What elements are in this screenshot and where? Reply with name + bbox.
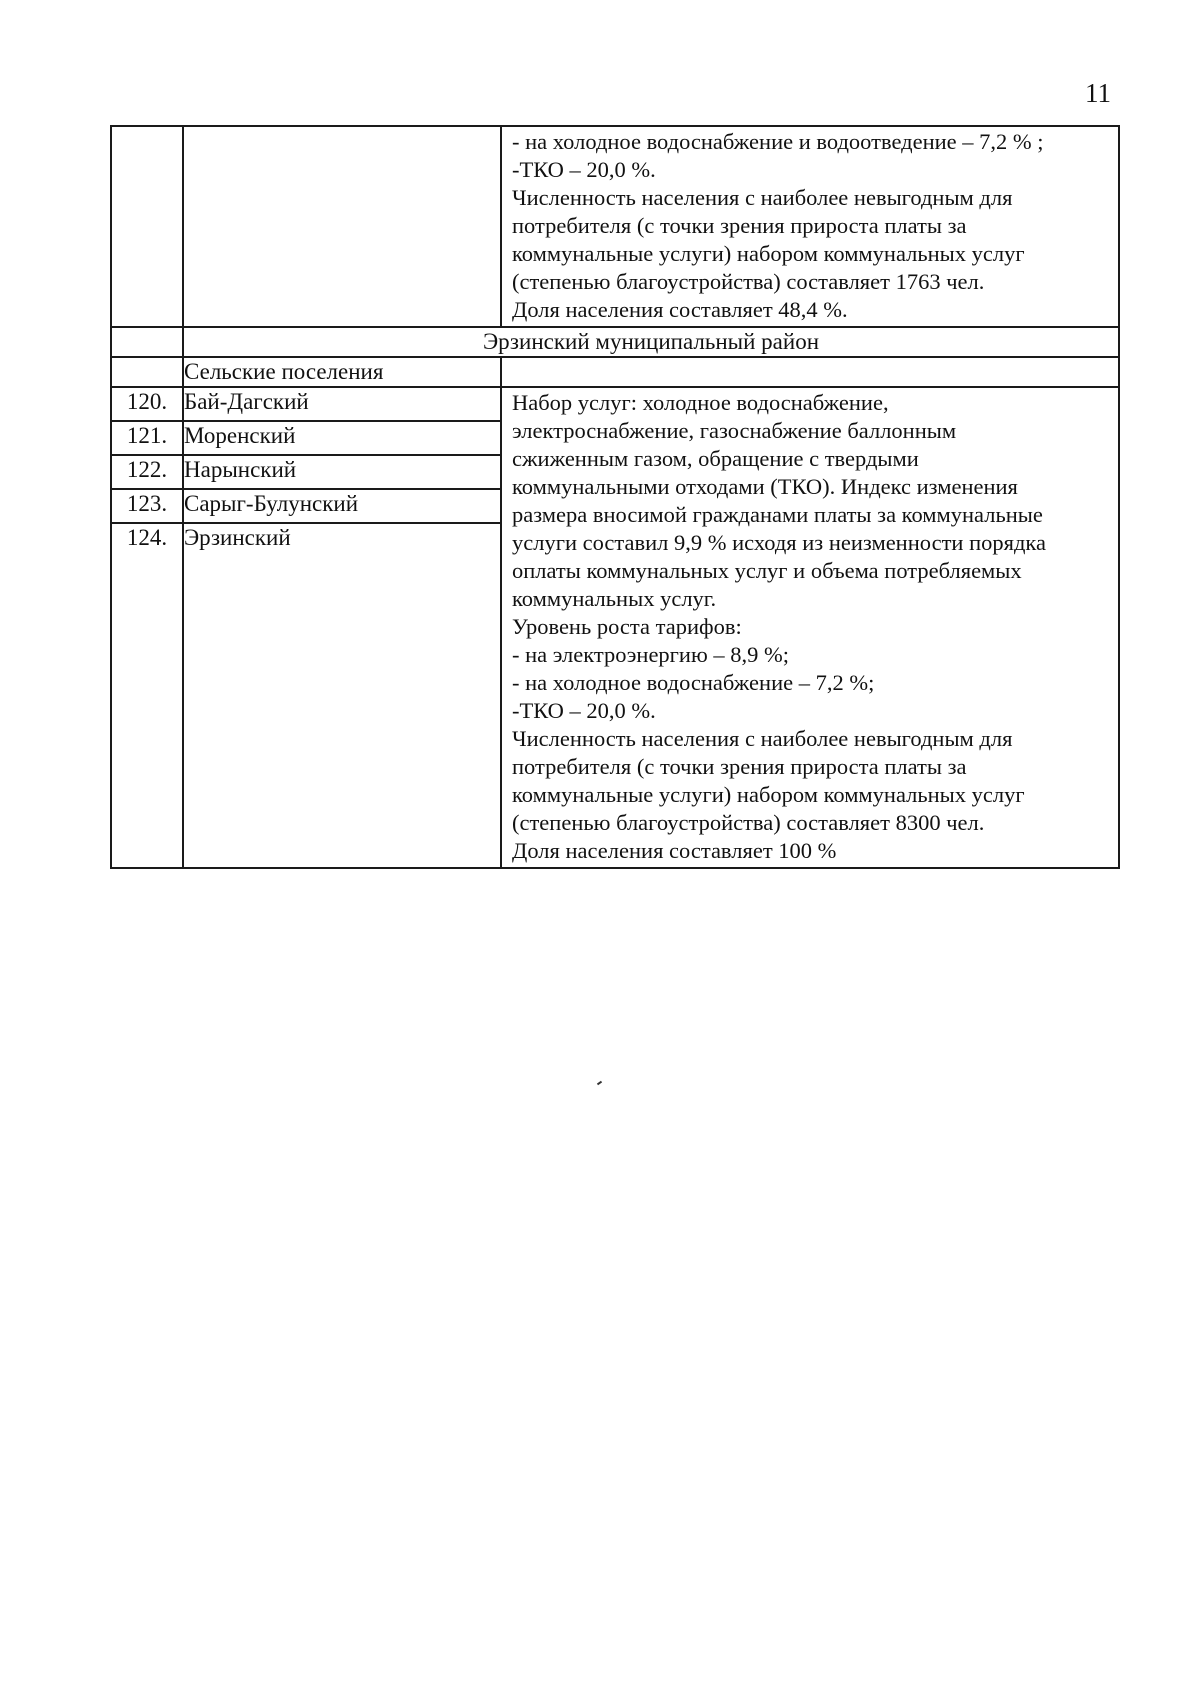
continuation-name-cell [183, 126, 501, 327]
description-line: Численность населения с наиболее невыгодным для [512, 185, 1013, 210]
settlements-subheader: Сельские поселения [183, 357, 501, 387]
stray-pen-mark [597, 1081, 602, 1086]
description-line: оплаты коммунальных услуг и объема потребляемых [512, 558, 1022, 583]
row-number: 120. [111, 387, 183, 421]
description-line: потребителя (с точки зрения прироста платы за [512, 213, 967, 238]
tariff-table [110, 125, 1120, 869]
district-num-cell [111, 327, 183, 357]
row-number: 123. [111, 489, 183, 523]
subheader-num-cell [111, 357, 183, 387]
description-line: Доля населения составляет 100 % [512, 838, 837, 863]
description-line: коммунальных услуг. [512, 586, 717, 611]
description-line: услуги составил 9,9 % исходя из неизменности порядка [512, 530, 1046, 555]
continuation-row [111, 126, 1119, 327]
row-number: 124. [111, 523, 183, 868]
description-line: (степенью благоустройства) составляет 8300 чел. [512, 810, 985, 835]
settlement-name: Нарынский [183, 455, 501, 489]
description-line: Доля населения составляет 48,4 %. [512, 297, 848, 322]
description-line: коммунальные услуги) набором коммунальных услуг [512, 782, 1025, 807]
continuation-num-cell [111, 126, 183, 327]
description-line: Уровень роста тарифов: [512, 614, 742, 639]
description-line: - на холодное водоснабжение и водоотведение – 7,2 % ; [512, 129, 1044, 154]
description-line: Набор услуг: холодное водоснабжение, [512, 390, 889, 415]
description-line: потребителя (с точки зрения прироста платы за [512, 754, 967, 779]
district-header-row [111, 327, 1119, 357]
description-line: размера вносимой гражданами платы за коммунальные [512, 502, 1043, 527]
shared-description-cell [501, 387, 1119, 868]
description-line: (степенью благоустройства) составляет 1763 чел. [512, 269, 985, 294]
subheader-description-cell [501, 357, 1119, 387]
settlement-name: Моренский [183, 421, 501, 455]
description-line: коммунальные услуги) набором коммунальных услуг [512, 241, 1025, 266]
row-number: 121. [111, 421, 183, 455]
description-line: -ТКО – 20,0 %. [512, 157, 656, 182]
settlement-name: Сарыг-Булунский [183, 489, 501, 523]
settlement-name: Бай-Дагский [183, 387, 501, 421]
description-line: Численность населения с наиболее невыгодным для [512, 726, 1013, 751]
description-line: - на электроэнергию – 8,9 %; [512, 642, 790, 667]
description-line: сжиженным газом, обращение с твердыми [512, 446, 919, 471]
settlements-subheader-row [111, 357, 1119, 387]
description-line: электроснабжение, газоснабжение баллонным [512, 418, 957, 443]
continuation-description-cell [501, 126, 1119, 327]
row-number: 122. [111, 455, 183, 489]
description-line: коммунальными отходами (ТКО). Индекс изменения [512, 474, 1018, 499]
district-title: Эрзинский муниципальный район [183, 327, 1119, 357]
page-number: 11 [1085, 78, 1111, 108]
table-row [111, 387, 1119, 421]
description-line: -ТКО – 20,0 %. [512, 698, 656, 723]
description-line: - на холодное водоснабжение – 7,2 %; [512, 670, 875, 695]
settlement-name: Эрзинский [183, 523, 501, 868]
